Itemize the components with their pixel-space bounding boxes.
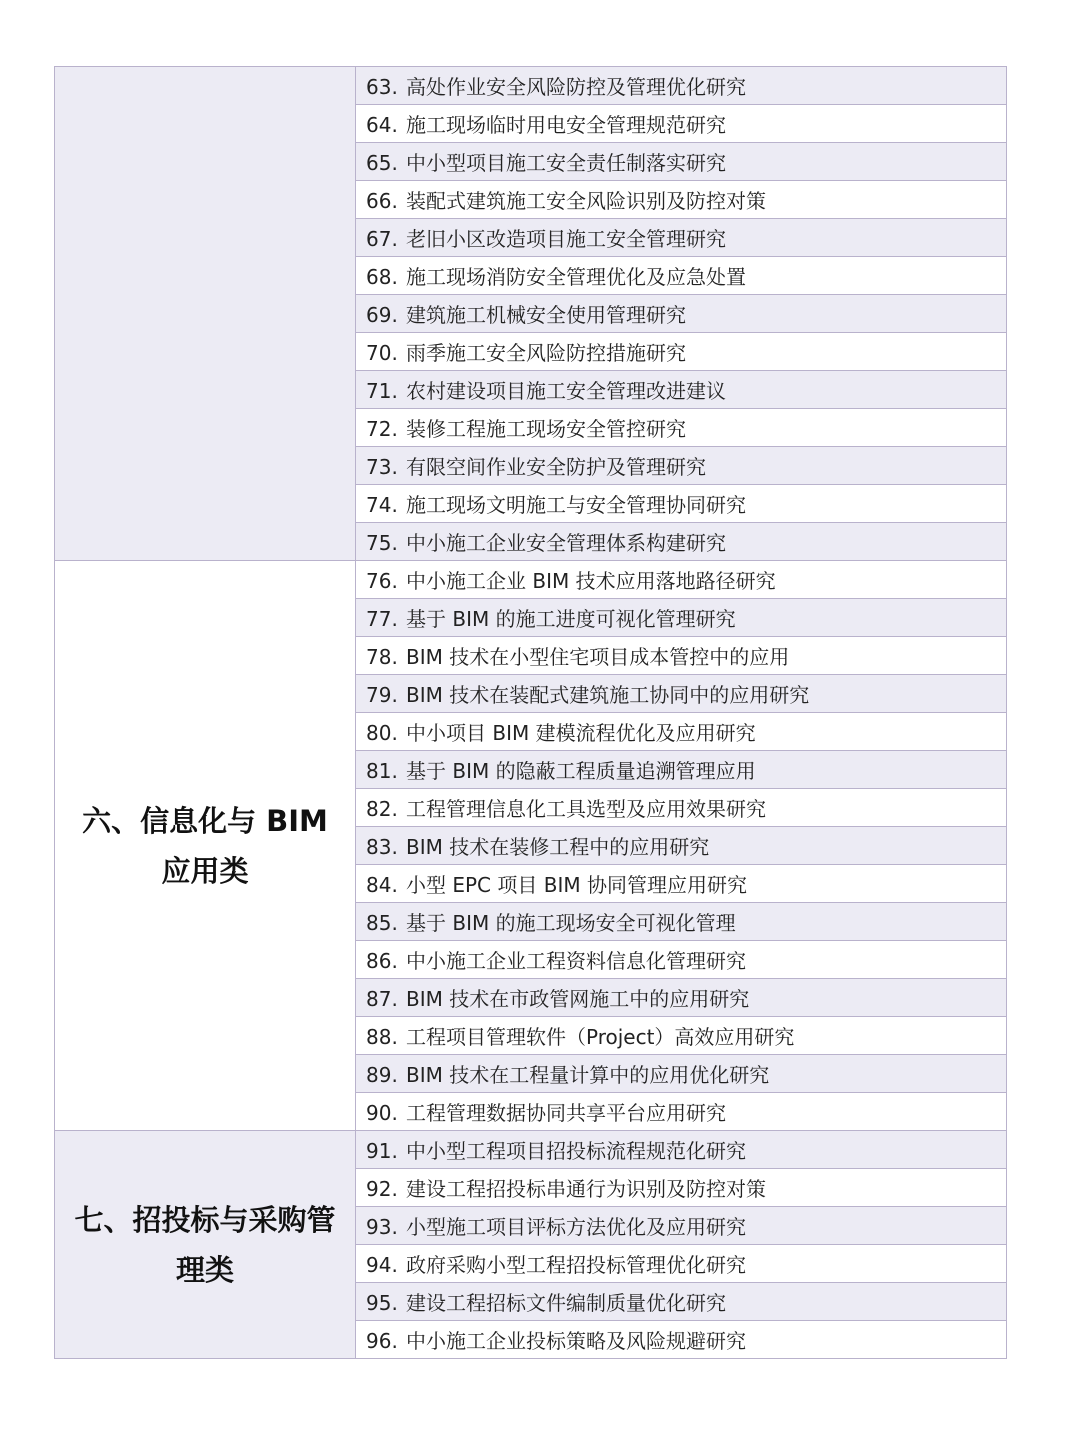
topic-title: BIM 技术在装修工程中的应用研究 [406,835,710,859]
topic-number: 87. [366,987,398,1011]
topic-number: 82. [366,797,398,821]
topic-cell [356,143,1007,181]
topic-number: 70. [366,341,398,365]
topic-number: 93. [366,1215,398,1239]
topic-cell [356,1321,1007,1359]
topic-number: 89. [366,1063,398,1087]
topic-cell [356,371,1007,409]
topic-title: 施工现场文明施工与安全管理协同研究 [406,493,746,517]
topic-title: 基于 BIM 的施工现场安全可视化管理 [406,911,736,935]
topic-cell [356,257,1007,295]
category-cell [55,561,356,1131]
topic-number: 77. [366,607,398,631]
topic-cell [356,751,1007,789]
category-cell [55,1131,356,1359]
topic-cell [356,1207,1007,1245]
topic-number: 73. [366,455,398,479]
topic-title: 农村建设项目施工安全管理改进建议 [406,379,726,403]
topic-title: 中小项目 BIM 建模流程优化及应用研究 [406,721,756,745]
topic-title: BIM 技术在小型住宅项目成本管控中的应用 [406,645,790,669]
topic-cell [356,295,1007,333]
topic-title: 小型 EPC 项目 BIM 协同管理应用研究 [406,873,747,897]
topic-number: 65. [366,151,398,175]
topic-cell [356,979,1007,1017]
topic-number: 78. [366,645,398,669]
topic-title: 建设工程招标文件编制质量优化研究 [406,1291,726,1315]
topic-cell [356,941,1007,979]
topic-number: 85. [366,911,398,935]
topic-number: 86. [366,949,398,973]
topic-cell [356,1245,1007,1283]
topic-number: 81. [366,759,398,783]
topic-cell [356,219,1007,257]
topic-title: 政府采购小型工程招投标管理优化研究 [406,1253,746,1277]
topic-title: 建筑施工机械安全使用管理研究 [406,303,686,327]
topic-cell [356,1283,1007,1321]
topic-number: 72. [366,417,398,441]
topic-number: 79. [366,683,398,707]
topic-cell [356,409,1007,447]
topic-cell [356,827,1007,865]
topics-table-body [55,67,1007,1359]
topic-number: 94. [366,1253,398,1277]
topic-title: BIM 技术在工程量计算中的应用优化研究 [406,1063,770,1087]
topic-title: 中小施工企业投标策略及风险规避研究 [406,1329,746,1353]
topic-title: 老旧小区改造项目施工安全管理研究 [406,227,726,251]
topic-number: 74. [366,493,398,517]
topic-title: 中小型工程项目招投标流程规范化研究 [406,1139,746,1163]
topic-cell [356,1131,1007,1169]
topic-title: 高处作业安全风险防控及管理优化研究 [406,75,746,99]
topic-title: BIM 技术在装配式建筑施工协同中的应用研究 [406,683,810,707]
topic-number: 80. [366,721,398,745]
topic-cell [356,447,1007,485]
category-title [55,796,355,896]
topic-number: 68. [366,265,398,289]
topic-number: 63. [366,75,398,99]
topic-title: 施工现场消防安全管理优化及应急处置 [406,265,746,289]
topic-number: 96. [366,1329,398,1353]
topic-number: 69. [366,303,398,327]
topic-title: 施工现场临时用电安全管理规范研究 [406,113,726,137]
category-title-line1: 六、信息化与 BIM [82,803,328,838]
topic-cell [356,675,1007,713]
category-title-line1: 七、招投标与采购管 [74,1202,336,1237]
table-row [55,561,1007,599]
topic-title: BIM 技术在市政管网施工中的应用研究 [406,987,750,1011]
topic-cell [356,485,1007,523]
category-title-line2: 应用类 [161,853,249,888]
topic-number: 95. [366,1291,398,1315]
topic-cell [356,1055,1007,1093]
topic-cell [356,713,1007,751]
topic-title: 基于 BIM 的施工进度可视化管理研究 [406,607,736,631]
topic-cell [356,599,1007,637]
topic-cell [356,1093,1007,1131]
topic-number: 75. [366,531,398,555]
topic-cell [356,561,1007,599]
topic-title: 装修工程施工现场安全管控研究 [406,417,686,441]
topic-cell [356,637,1007,675]
topic-title: 中小施工企业工程资料信息化管理研究 [406,949,746,973]
topic-number: 88. [366,1025,398,1049]
topic-title: 装配式建筑施工安全风险识别及防控对策 [406,189,766,213]
topic-number: 90. [366,1101,398,1125]
topic-title: 雨季施工安全风险防控措施研究 [406,341,686,365]
topic-title: 中小施工企业安全管理体系构建研究 [406,531,726,555]
topic-title: 工程项目管理软件（Project）高效应用研究 [406,1025,795,1049]
topic-number: 84. [366,873,398,897]
category-title [55,1195,355,1295]
topic-title: 中小施工企业 BIM 技术应用落地路径研究 [406,569,776,593]
topic-cell [356,789,1007,827]
topic-cell [356,333,1007,371]
topic-number: 76. [366,569,398,593]
category-title-line2: 理类 [175,1252,234,1287]
topic-title: 有限空间作业安全防护及管理研究 [406,455,706,479]
topic-number: 71. [366,379,398,403]
topic-number: 66. [366,189,398,213]
topic-number: 83. [366,835,398,859]
topic-number: 67. [366,227,398,251]
topic-title: 小型施工项目评标方法优化及应用研究 [406,1215,746,1239]
table-row [55,1131,1007,1169]
topic-title: 基于 BIM 的隐蔽工程质量追溯管理应用 [406,759,756,783]
topic-cell [356,865,1007,903]
topic-title: 建设工程招投标串通行为识别及防控对策 [406,1177,766,1201]
table-row [55,67,1007,105]
topic-cell [356,67,1007,105]
topic-number: 64. [366,113,398,137]
topic-cell [356,181,1007,219]
topic-cell [356,523,1007,561]
topics-table [54,66,1007,1359]
topic-title: 工程管理信息化工具选型及应用效果研究 [406,797,766,821]
topic-cell [356,1017,1007,1055]
topic-cell [356,903,1007,941]
topic-cell [356,105,1007,143]
category-cell [55,67,356,561]
topic-title: 工程管理数据协同共享平台应用研究 [406,1101,726,1125]
topic-cell [356,1169,1007,1207]
topic-title: 中小型项目施工安全责任制落实研究 [406,151,726,175]
topic-number: 92. [366,1177,398,1201]
topic-number: 91. [366,1139,398,1163]
